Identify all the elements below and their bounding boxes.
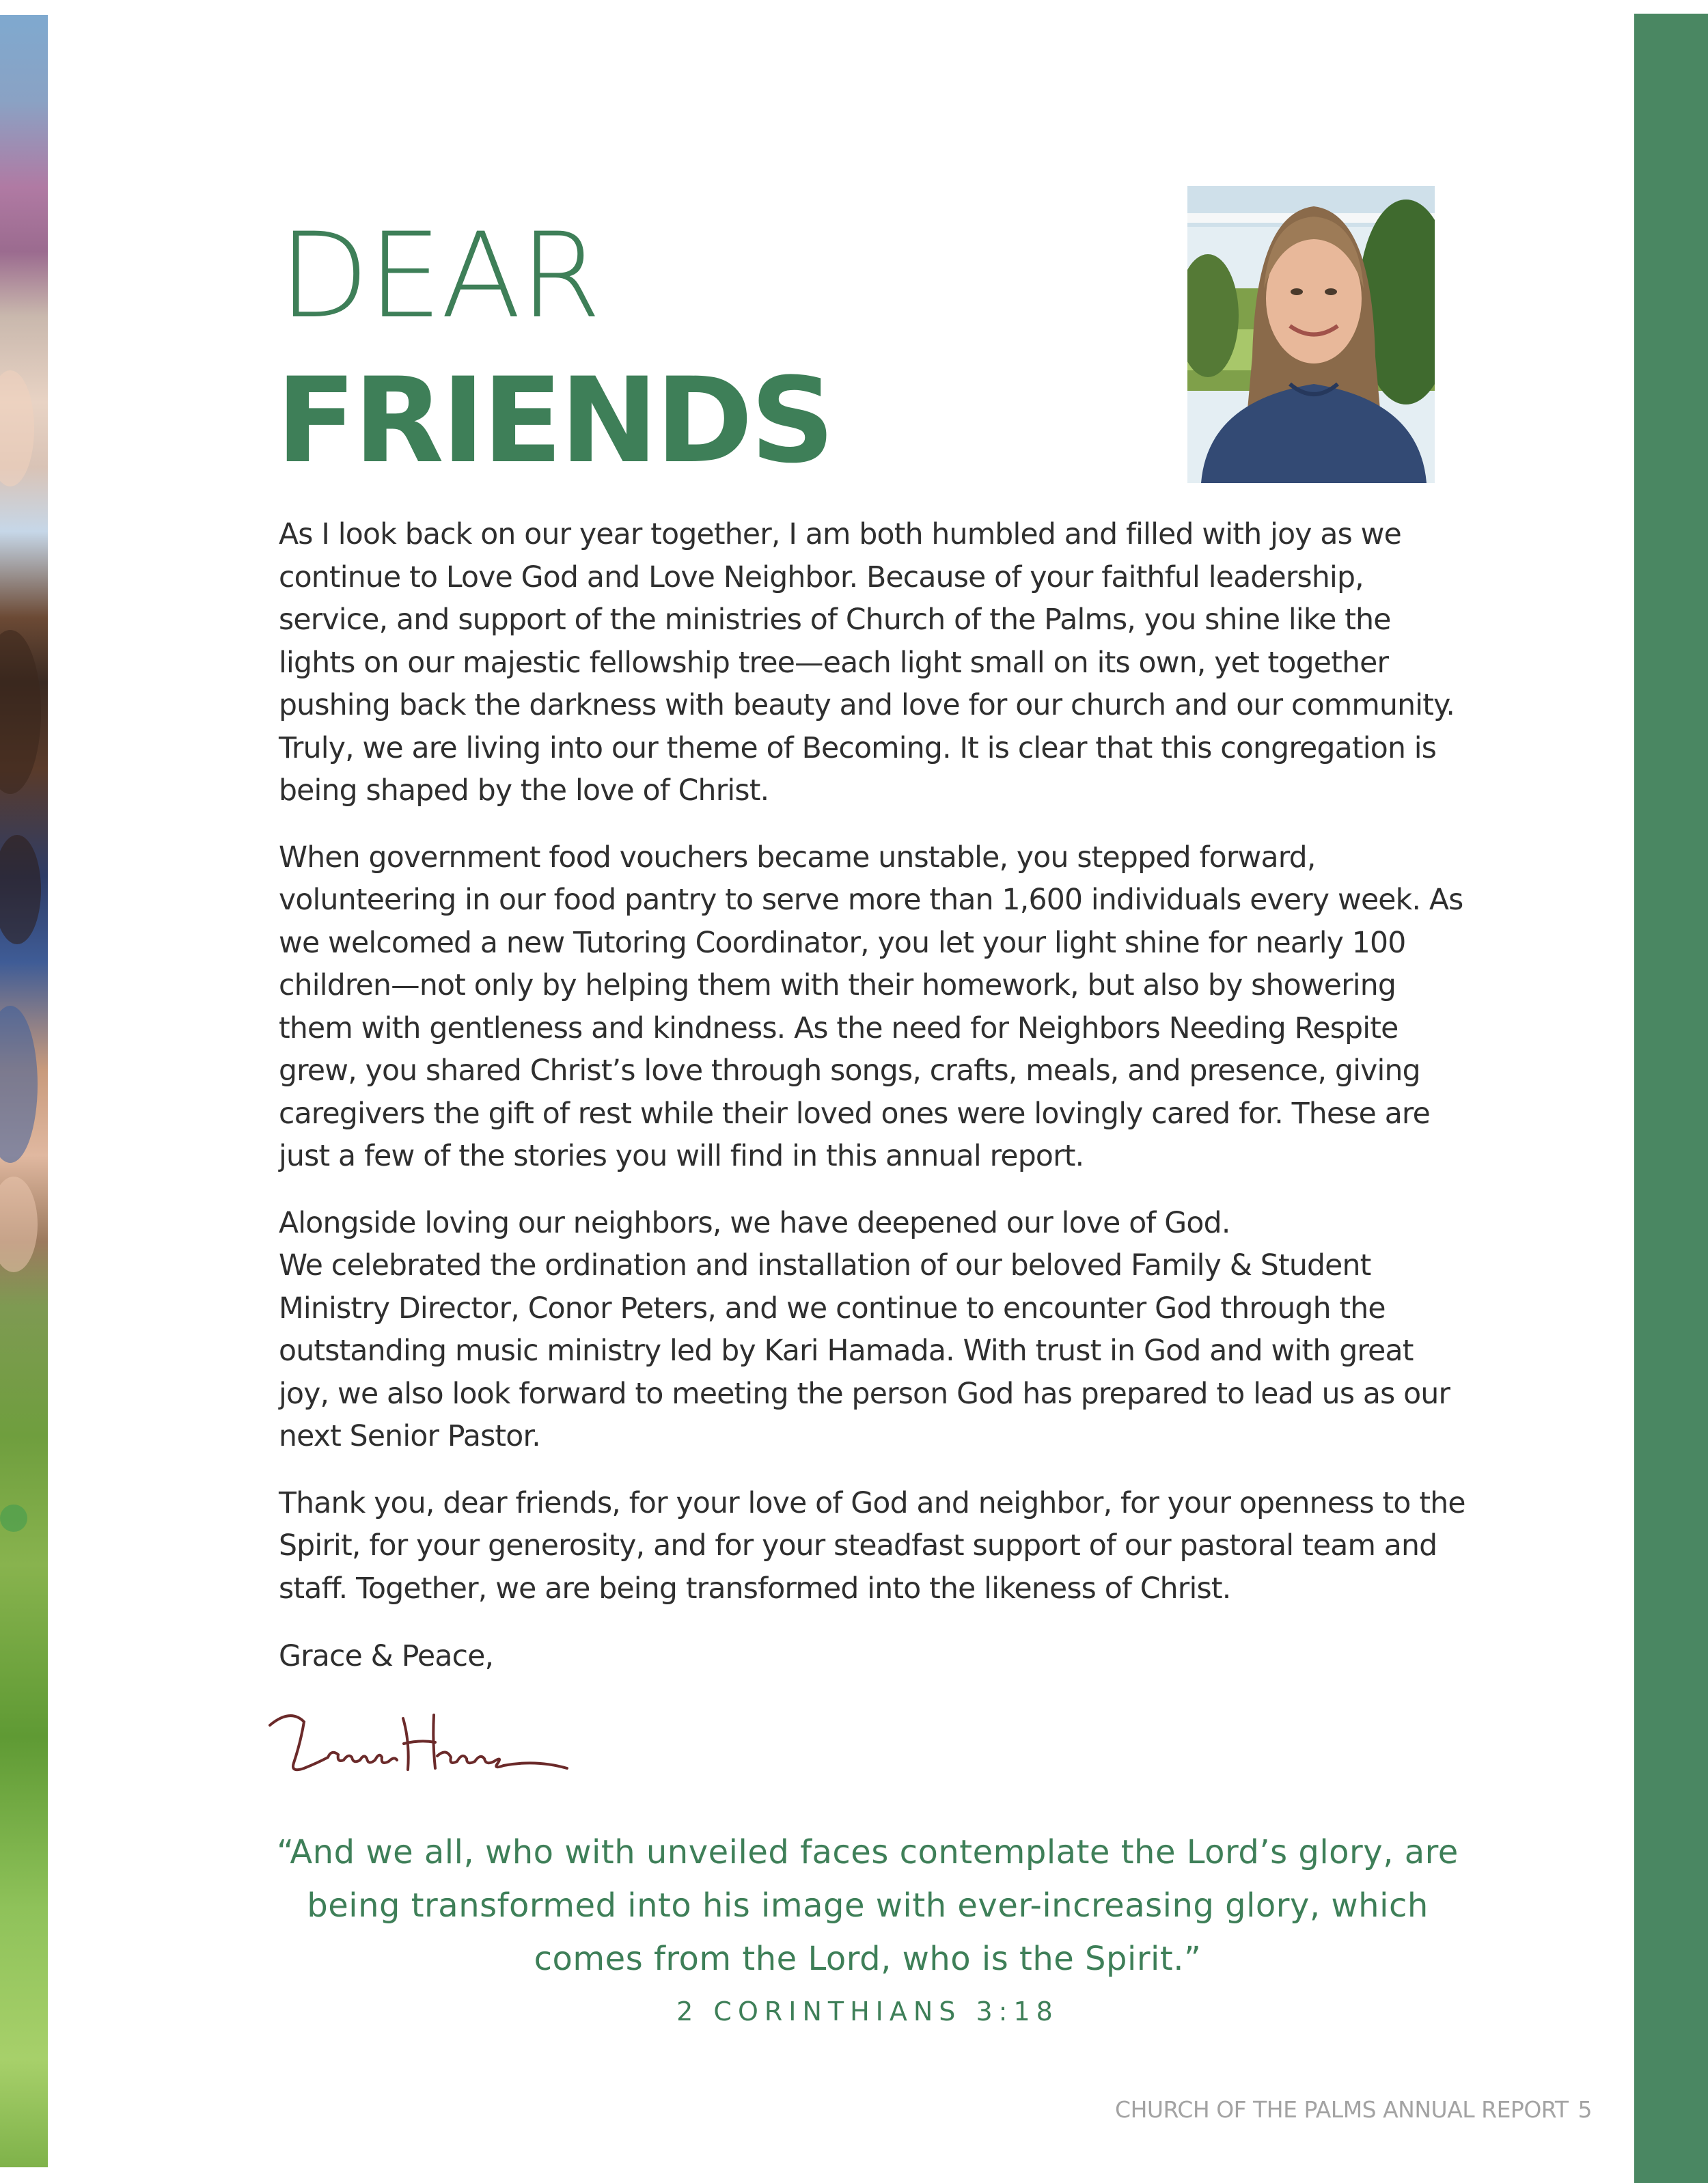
page-number: 5 [1578,2096,1592,2123]
right-accent-bar [1634,14,1708,2183]
letter-body [279,514,1468,1634]
page-footer [1115,2096,1592,2123]
letter-paragraph: Thank you, dear friends, for your love of God and neighbor, for your openness to the Spirit, for your generosity, and for your steadfast support of our pastoral team and staff. Together, we are being transformed into the likeness of Christ. [279,1486,1465,1606]
signature [263,1694,591,1783]
left-photo-strip [0,15,48,2167]
page-title-line-2: FRIENDS [276,352,833,489]
scripture-reference: 2 CORINTHIANS 3:18 [676,1996,1059,2027]
letter-paragraph: Alongside loving our neighbors, we have deepened our love of God. We celebrated the ordination and installation of our beloved Family & Student Ministry Director, Conor Peters, and we continue to encounter God through the outstanding music ministry led by Kari Hamada. With trust in God and with great joy, we also look forward to meeting the person God has prepared to lead us as our next Senior Pastor. [279,1206,1450,1453]
letter-paragraph: When government food vouchers became unstable, you stepped forward, volunteering in our food pantry to serve more than 1,600 individuals every week. As we welcomed a new Tutoring Coordinator, you let your light shine for nearly 100 children—not only by helping them with their homework, but also by showering them with gentleness and kindness. As the need for Neighbors Needing Respite grew, you shared Christ’s love through songs, crafts, meals, and presence, giving caregivers the gift of rest while their loved ones were lovingly cared for. These are just a few of the stories you will find in this annual report. [279,840,1463,1173]
author-portrait [1187,186,1435,483]
letter-paragraph: As I look back on our year together, I am both humbled and filled with joy as we continue to Love God and Love Neighbor. Because of your faithful leadership, service, and support of the ministries of Church of the Palms, you shine like the lights on our majestic fellowship tree—each light small on its own, yet together pushing back the darkness with beauty and love for our church and our community. Truly, we are living into our theme of Becoming. It is clear that this congregation is being shaped by the love of Christ. [279,518,1455,808]
footer-label: CHURCH OF THE PALMS ANNUAL REPORT [1115,2096,1569,2123]
scripture-quote: “And we all, who with unveiled faces contemplate the Lord’s glory, are being transformed into his image with ever-increasing glory, which comes from the Lord, who is the Spirit.” [277,1833,1459,1978]
page-title-line-1: DEAR [279,207,601,344]
letter-closing: Grace & Peace, [279,1640,494,1673]
